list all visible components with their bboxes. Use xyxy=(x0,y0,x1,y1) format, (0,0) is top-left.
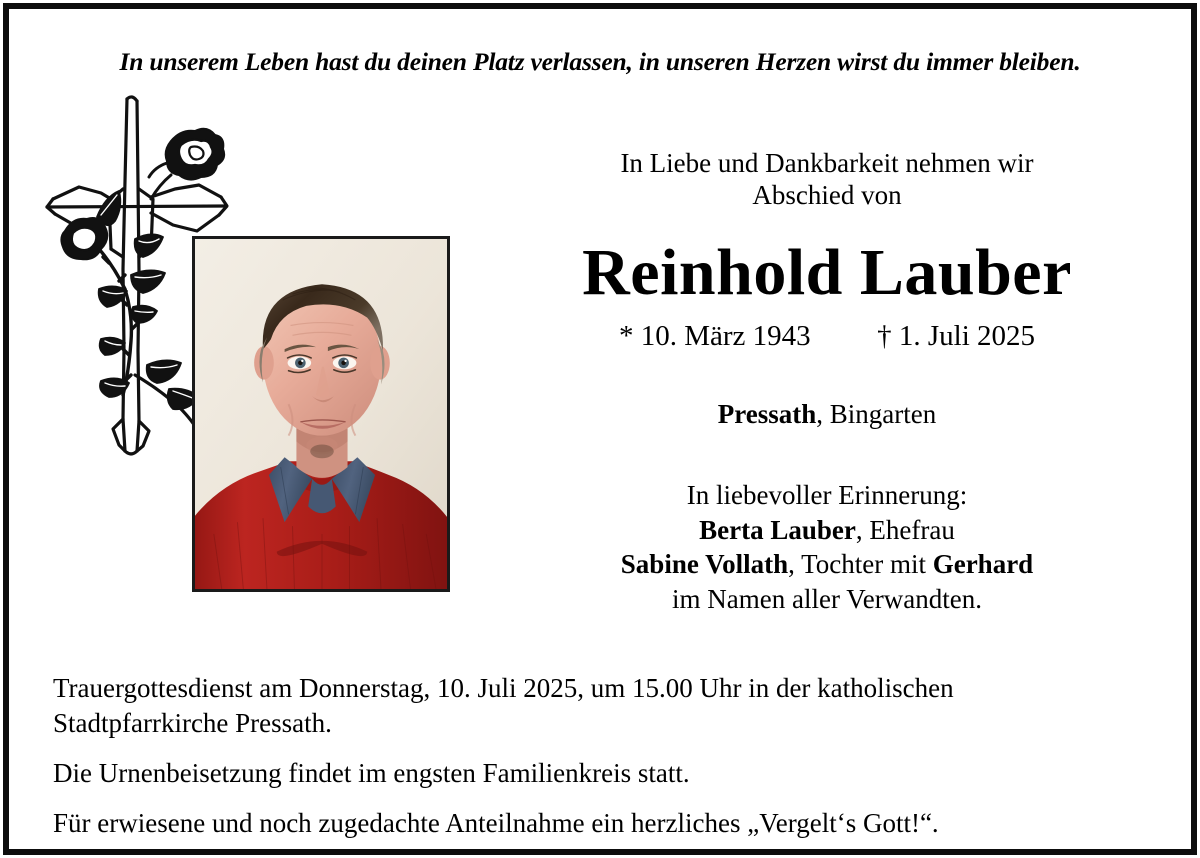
service-paragraph-1 xyxy=(53,671,1161,741)
memory-entry-2 xyxy=(477,547,1177,582)
places-line xyxy=(477,399,1177,430)
portrait-photo xyxy=(192,236,450,592)
intro-line-1: In Liebe und Dankbarkeit nehmen wir xyxy=(620,148,1034,178)
place-separator: , xyxy=(816,399,830,430)
service-p1-line2: Stadtpfarrkirche Pressath. xyxy=(53,708,332,739)
service-p1-line1: Trauergottesdienst am Donnerstag, 10. Juli 2025, um 15.00 Uhr in der katholischen xyxy=(53,673,954,703)
place-secondary: Bingarten xyxy=(829,399,937,430)
announcement-block xyxy=(477,147,1177,616)
birth-date: 10. März 1943 xyxy=(640,320,811,353)
service-p3-line1: Für erwiesene und noch zugedachte Anteilnahme ein herzliches „Vergelt‘s Gott!“. xyxy=(53,808,939,839)
memory-entry-1 xyxy=(477,513,1177,548)
memory-entry-2-partner: Gerhard xyxy=(932,549,1034,580)
life-dates xyxy=(477,320,1177,353)
memorial-quote: In unserem Leben hast du deinen Platz verlassen, in unseren Herzen wirst du immer bleiben. xyxy=(119,47,1081,76)
memory-entry-1-relation: Ehefrau xyxy=(869,514,955,545)
memory-entry-1-name: Berta Lauber xyxy=(699,514,856,545)
memory-entry-1-sep: , xyxy=(855,514,870,545)
memory-entry-2-sep: , xyxy=(788,549,802,580)
birth-symbol: * xyxy=(618,320,634,353)
memory-entry-2-name: Sabine Vollath xyxy=(620,549,789,580)
death-symbol: † xyxy=(877,320,892,353)
place-primary: Pressath xyxy=(717,399,817,430)
memory-entry-2-relation: Tochter mit xyxy=(801,549,933,580)
service-p2-line1: Die Urnenbeisetzung findet im engsten Familienkreis statt. xyxy=(53,758,690,789)
service-paragraph-3 xyxy=(53,806,1161,841)
service-details xyxy=(53,671,1161,841)
death-date: 1. Juli 2025 xyxy=(898,320,1036,353)
obituary-card xyxy=(3,3,1197,855)
service-paragraph-2 xyxy=(53,756,1161,791)
memory-heading: In liebevoller Erinnerung: xyxy=(686,480,968,511)
memory-closing: im Namen aller Verwandten. xyxy=(672,583,982,614)
deceased-name: Reinhold Lauber xyxy=(582,235,1072,309)
intro-line-2: Abschied von xyxy=(752,180,902,211)
memory-block xyxy=(477,478,1177,616)
